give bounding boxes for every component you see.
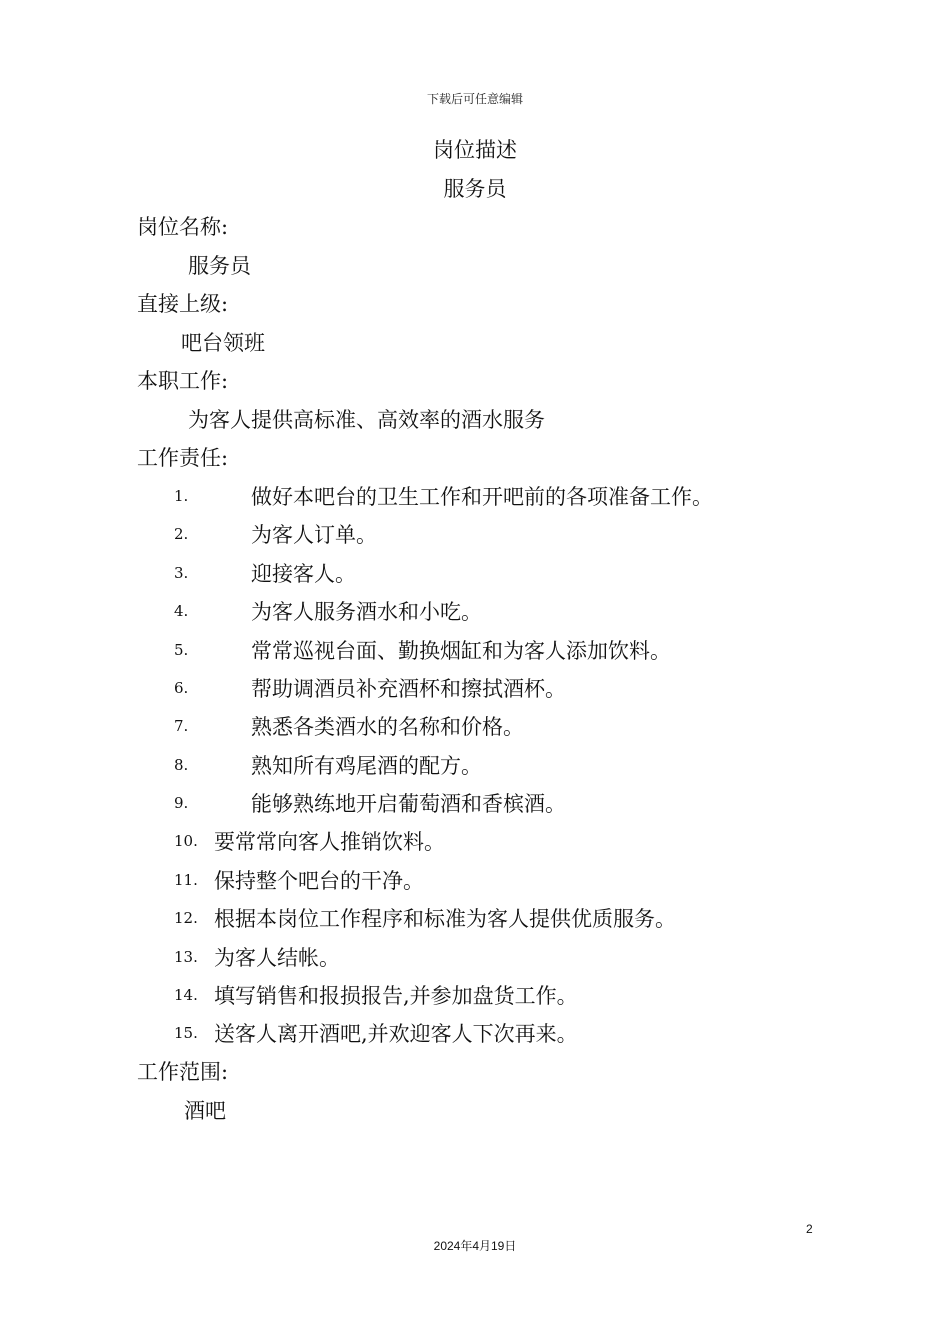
direct-superior-value: 吧台领班 xyxy=(181,331,265,355)
duty-text: 帮助调酒员补充酒杯和擦拭酒杯。 xyxy=(251,677,566,701)
duty-text: 为客人结帐。 xyxy=(214,946,340,970)
duty-text: 常常巡视台面、勤换烟缸和为客人添加饮料。 xyxy=(251,639,671,663)
duty-number: 13. xyxy=(174,948,198,966)
document-title: 岗位描述 xyxy=(433,138,517,162)
duty-number: 7. xyxy=(174,717,189,735)
duty-text: 填写销售和报损报告,并参加盘货工作。 xyxy=(214,984,578,1008)
duty-number: 10. xyxy=(174,832,198,850)
duty-number: 2. xyxy=(174,525,189,543)
duty-text: 要常常向客人推销饮料。 xyxy=(214,830,445,854)
page-number: 2 xyxy=(806,1222,813,1236)
duty-number: 11. xyxy=(174,871,198,889)
duty-text: 能够熟练地开启葡萄酒和香槟酒。 xyxy=(251,792,566,816)
duty-text: 保持整个吧台的干净。 xyxy=(214,869,424,893)
duty-text: 根据本岗位工作程序和标准为客人提供优质服务。 xyxy=(214,907,676,931)
duty-text: 为客人服务酒水和小吃。 xyxy=(251,600,482,624)
duty-number: 1. xyxy=(174,487,189,505)
duty-text: 熟知所有鸡尾酒的配方。 xyxy=(251,754,482,778)
duty-text: 做好本吧台的卫生工作和开吧前的各项准备工作。 xyxy=(251,485,713,509)
position-name-label: 岗位名称: xyxy=(137,215,229,239)
duty-number: 8. xyxy=(174,756,189,774)
responsibilities-label: 工作责任: xyxy=(137,446,229,470)
duty-number: 6. xyxy=(174,679,189,697)
duty-number: 9. xyxy=(174,794,189,812)
work-scope-label: 工作范围: xyxy=(137,1060,229,1084)
duty-number: 3. xyxy=(174,564,189,582)
work-scope-value: 酒吧 xyxy=(184,1099,226,1123)
position-name-value: 服务员 xyxy=(188,254,251,278)
job-duty-value: 为客人提供高标准、高效率的酒水服务 xyxy=(188,408,545,432)
duty-number: 15. xyxy=(174,1024,198,1042)
duty-number: 14. xyxy=(174,986,198,1004)
header-note: 下载后可任意编辑 xyxy=(426,92,523,106)
duty-text: 送客人离开酒吧,并欢迎客人下次再来。 xyxy=(214,1022,578,1046)
duty-number: 12. xyxy=(174,909,198,927)
footer-date: 2024年4月19日 xyxy=(433,1239,517,1253)
duty-number: 5. xyxy=(174,641,189,659)
duty-text: 熟悉各类酒水的名称和价格。 xyxy=(251,715,524,739)
duty-text: 为客人订单。 xyxy=(251,523,377,547)
duty-number: 4. xyxy=(174,602,189,620)
document-subtitle: 服务员 xyxy=(443,177,507,201)
duty-text: 迎接客人。 xyxy=(251,562,356,586)
job-duty-label: 本职工作: xyxy=(137,369,229,393)
direct-superior-label: 直接上级: xyxy=(137,292,229,316)
